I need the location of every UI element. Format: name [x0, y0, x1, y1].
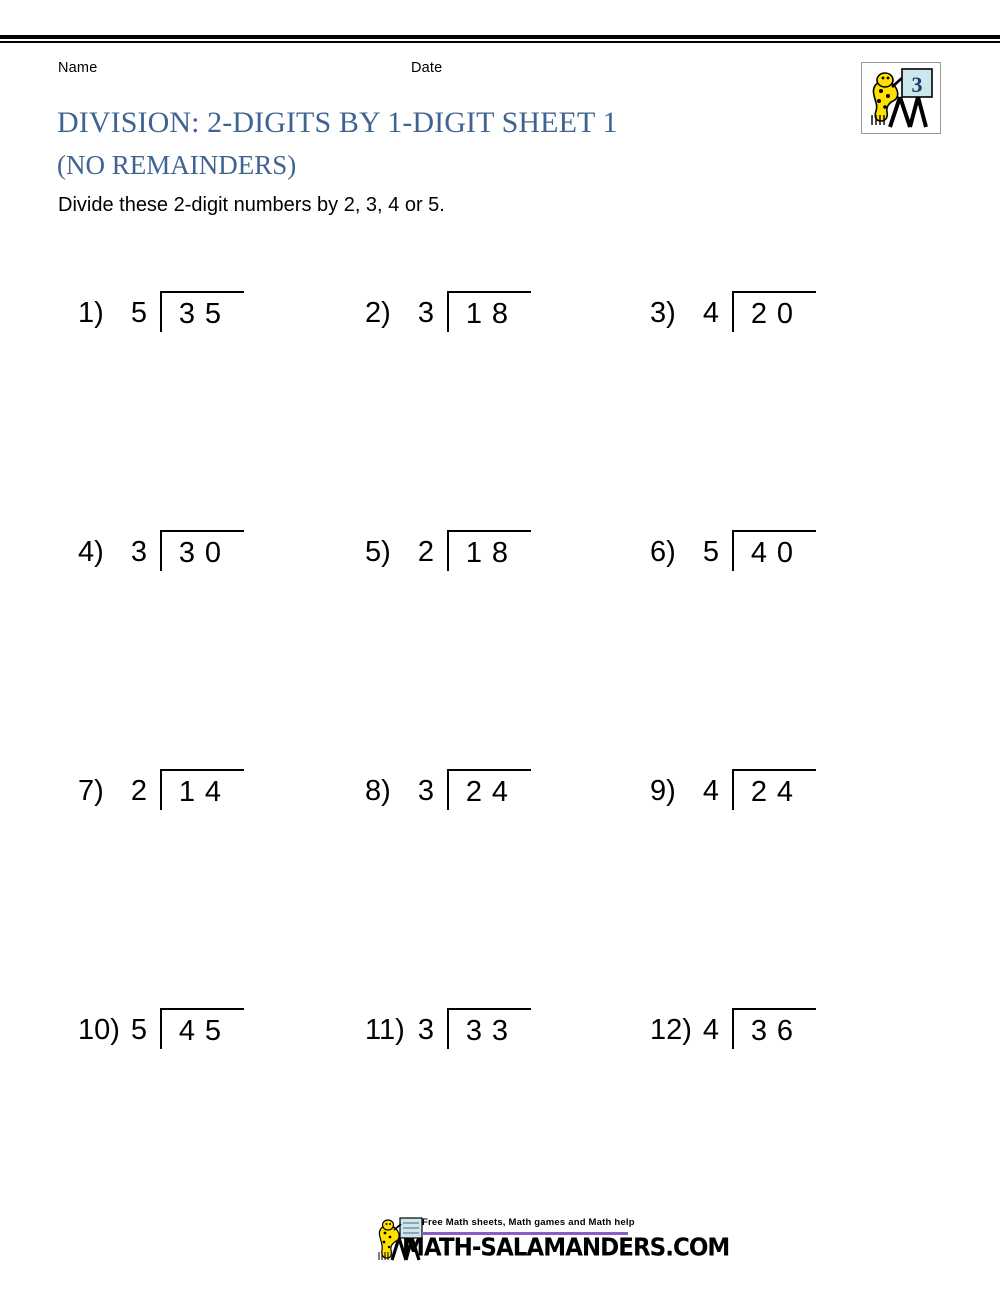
- dividend-digit: 8: [491, 298, 509, 330]
- dividend-digit: 4: [178, 1015, 196, 1047]
- dividend-digit: 5: [204, 298, 222, 330]
- dividend-digit: 3: [491, 1015, 509, 1047]
- long-division-bracket[interactable]: [160, 530, 244, 571]
- long-division-bracket[interactable]: [447, 769, 531, 810]
- dividend-digit: 1: [465, 537, 483, 569]
- worksheet-title: DIVISION: 2-DIGITS BY 1-DIGIT SHEET 1: [57, 106, 618, 139]
- dividend-digit: 3: [178, 537, 196, 569]
- problem-row: [0, 979, 1000, 1218]
- date-label: Date: [411, 60, 443, 76]
- problem-8: [365, 740, 531, 810]
- long-division-bracket[interactable]: [160, 1008, 244, 1049]
- long-division-bracket[interactable]: [732, 769, 816, 810]
- divisor: 3: [130, 536, 148, 568]
- problem-row: [0, 740, 1000, 979]
- problem-7: [78, 740, 244, 810]
- divisor: 5: [130, 297, 148, 329]
- problem-3: [650, 262, 816, 332]
- divisor: 2: [130, 775, 148, 807]
- math-salamanders-logo: [861, 62, 941, 134]
- dividend-digit: 3: [750, 1015, 768, 1047]
- problem-12: [650, 979, 816, 1049]
- problem-number: 5): [365, 536, 391, 568]
- problem-11: [365, 979, 531, 1049]
- divisor: 5: [702, 536, 720, 568]
- problem-2: [365, 262, 531, 332]
- footer-website-url[interactable]: MATH-SALAMANDERS.COM: [402, 1234, 730, 1263]
- long-division-bracket[interactable]: [447, 530, 531, 571]
- long-division-bracket[interactable]: [732, 530, 816, 571]
- problem-5: [365, 501, 531, 571]
- dividend-digit: 4: [776, 776, 794, 808]
- logo-grade-number: 3: [911, 72, 923, 97]
- problem-number: 9): [650, 775, 676, 807]
- instruction-text: Divide these 2-digit numbers by 2, 3, 4 or 5.: [58, 194, 445, 216]
- worksheet-subtitle: (NO REMAINDERS): [57, 150, 297, 180]
- long-division-bracket[interactable]: [447, 291, 531, 332]
- problem-number: 2): [365, 297, 391, 329]
- dividend-digit: 6: [776, 1015, 794, 1047]
- dividend-digit: 4: [204, 776, 222, 808]
- problem-row: [0, 501, 1000, 740]
- dividend-digit: 8: [491, 537, 509, 569]
- problems-grid: [0, 262, 1000, 1218]
- dividend-digit: 1: [178, 776, 196, 808]
- problem-6: [650, 501, 816, 571]
- problem-number: 4): [78, 536, 104, 568]
- problem-number: 1): [78, 297, 104, 329]
- problem-row: [0, 262, 1000, 501]
- name-date-row: [58, 60, 858, 80]
- dividend-digit: 0: [776, 537, 794, 569]
- top-border-thin-line: [0, 41, 1000, 43]
- problem-number: 7): [78, 775, 104, 807]
- dividend-digit: 5: [204, 1015, 222, 1047]
- divisor: 5: [130, 1014, 148, 1046]
- footer-logo-block[interactable]: [374, 1212, 730, 1274]
- long-division-bracket[interactable]: [160, 291, 244, 332]
- long-division-bracket[interactable]: [732, 1008, 816, 1049]
- dividend-digit: 3: [178, 298, 196, 330]
- name-label: Name: [58, 60, 98, 76]
- dividend-digit: 1: [465, 298, 483, 330]
- long-division-bracket[interactable]: [732, 291, 816, 332]
- dividend-digit: 4: [750, 537, 768, 569]
- top-border-rule: [0, 35, 1000, 45]
- problem-number: 10): [78, 1014, 120, 1046]
- divisor: 4: [702, 775, 720, 807]
- page-footer: [0, 1212, 1000, 1274]
- divisor: 3: [417, 297, 435, 329]
- problem-number: 11): [365, 1014, 405, 1046]
- footer-tagline: Free Math sheets, Math games and Math help: [422, 1217, 635, 1228]
- problem-9: [650, 740, 816, 810]
- dividend-digit: 2: [750, 298, 768, 330]
- dividend-digit: 0: [776, 298, 794, 330]
- problem-number: 12): [650, 1014, 692, 1046]
- divisor: 2: [417, 536, 435, 568]
- problem-10: [78, 979, 244, 1049]
- problem-4: [78, 501, 244, 571]
- divisor: 4: [702, 1014, 720, 1046]
- divisor: 4: [702, 297, 720, 329]
- long-division-bracket[interactable]: [447, 1008, 531, 1049]
- long-division-bracket[interactable]: [160, 769, 244, 810]
- divisor: 3: [417, 1014, 435, 1046]
- divisor: 3: [417, 775, 435, 807]
- problem-1: [78, 262, 244, 332]
- dividend-digit: 0: [204, 537, 222, 569]
- dividend-digit: 3: [465, 1015, 483, 1047]
- dividend-digit: 2: [750, 776, 768, 808]
- problem-number: 6): [650, 536, 676, 568]
- problem-number: 3): [650, 297, 676, 329]
- salamander-easel-icon: [862, 63, 940, 133]
- problem-number: 8): [365, 775, 391, 807]
- dividend-digit: 2: [465, 776, 483, 808]
- dividend-digit: 4: [491, 776, 509, 808]
- top-border-thick-line: [0, 35, 1000, 39]
